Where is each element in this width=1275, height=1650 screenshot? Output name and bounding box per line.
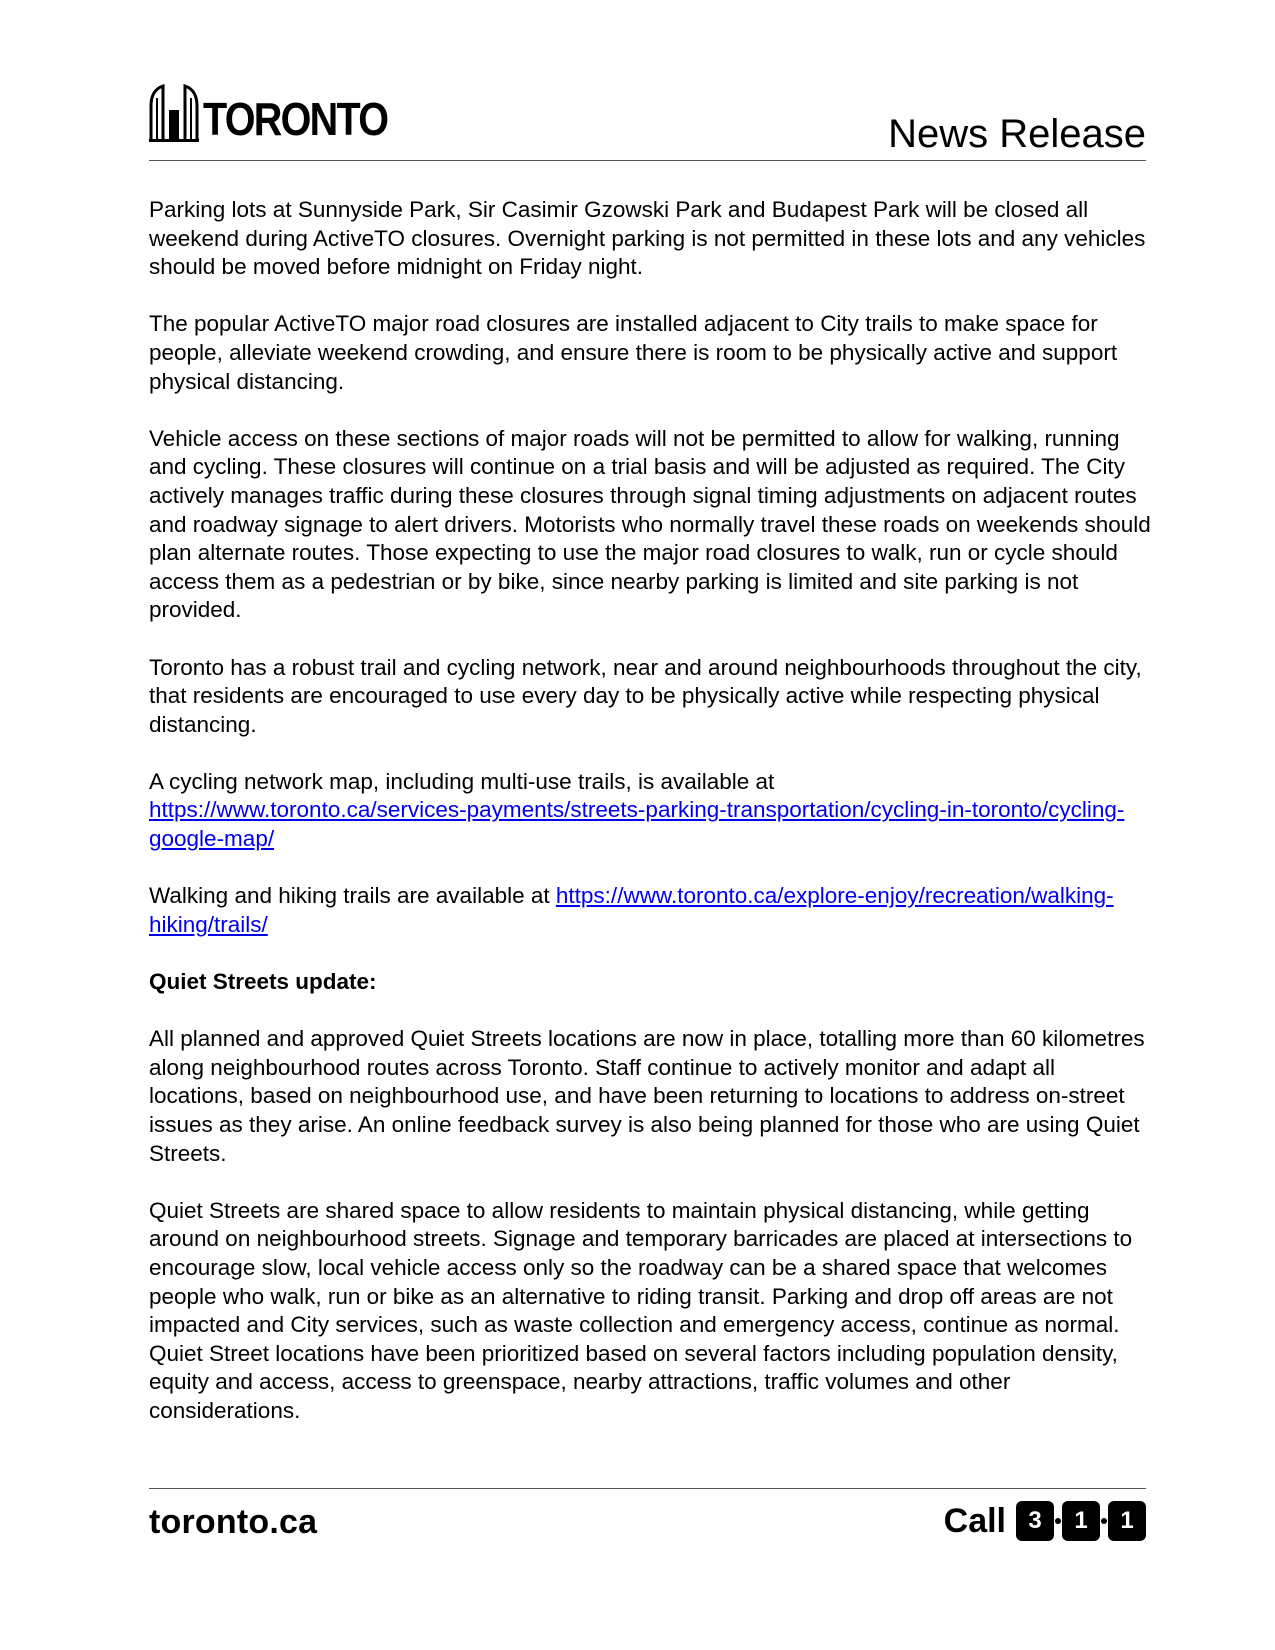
call-label: Call: [943, 1501, 1006, 1540]
paragraph: Quiet Streets are shared space to allow residents to maintain physical distancing, while getting around on neighbourhood streets. Signage and temporary barricades are placed at intersections to encourage slow, local vehicle access only so the roadway can be a shared space that welcomes people who walk, run or bike as an alternative to riding transit. Parking and drop off areas are not impacted and City services, such as waste collection and emergency access, continue as normal. Quiet Street locations have been prioritized based on several factors including population density, equity and access, access to greenspace, nearby attractions, traffic volumes and other considerations.: [149, 1197, 1133, 1423]
page-footer: [149, 1488, 1146, 1555]
paragraph: Parking lots at Sunnyside Park, Sir Casimir Gzowski Park and Budapest Park will be closed all weekend during ActiveTO closures. Overnight parking is not permitted in these lots and any vehicles should be moved before midnight on Friday night.: [149, 197, 1146, 280]
call-digit: 3: [1016, 1501, 1054, 1541]
separator-dot: [1055, 1518, 1061, 1524]
cycling-map-link[interactable]: https://www.toronto.ca/services-payments/streets-parking-transportation/cycling-in-toronto/cycling-google-map/: [149, 797, 1125, 852]
toronto-logo: [149, 84, 417, 145]
separator-dot: [1101, 1518, 1107, 1524]
release-body: [149, 196, 1153, 1454]
paragraph: Vehicle access on these sections of major roads will not be permitted to allow for walking, running and cycling. These closures will continue on a trial basis and will be adjusted as required. The City actively manages traffic during these closures through signal timing adjustments on adjacent routes and roadway signage to alert drivers. Motorists who normally travel these roads on weekends should plan alternate routes. Those expecting to use the major road closures to walk, run or cycle should access them as a pedestrian or by bike, since nearby parking is limited and site parking is not provided.: [149, 425, 1151, 623]
cycling-map-paragraph: [149, 768, 1153, 854]
cycling-map-text: A cycling network map, including multi-use trails, is available at: [149, 768, 775, 794]
paragraph: The popular ActiveTO major road closures are installed adjacent to City trails to make space for people, alleviate weekend crowding, and ensure there is room to be physically active and support physical distancing.: [149, 311, 1118, 394]
page-header: [149, 78, 1146, 161]
paragraph: Toronto has a robust trail and cycling network, near and around neighbourhoods throughout the city, that residents are encouraged to use every day to be physically active while respecting physical distancing.: [149, 654, 1142, 737]
call-311-badge: [944, 1501, 1146, 1541]
page-title: News Release: [888, 112, 1146, 156]
walking-trails-text: Walking and hiking trails are available at: [149, 883, 550, 909]
walking-trails-paragraph: [149, 882, 1153, 939]
call-digit: 1: [1062, 1501, 1100, 1541]
footer-website: toronto.ca: [149, 1503, 318, 1541]
section-heading: Quiet Streets update:: [149, 969, 377, 995]
city-hall-icon: [149, 84, 199, 142]
call-digit: 1: [1108, 1501, 1146, 1541]
paragraph: All planned and approved Quiet Streets locations are now in place, totalling more than 60 kilometres along neighbourhood routes across Toronto. Staff continue to actively monitor and adapt all locations, based on neighbourhood use, and have been returning to locations to address on-street issues as they arise. An online feedback survey is also being planned for those who are using Quiet Streets.: [149, 1026, 1145, 1166]
walking-trails-link[interactable]: https://www.toronto.ca/explore-enjoy/recreation/walking-hiking/trails/: [149, 883, 1114, 937]
logo-wordmark: TORONTO: [203, 93, 388, 145]
